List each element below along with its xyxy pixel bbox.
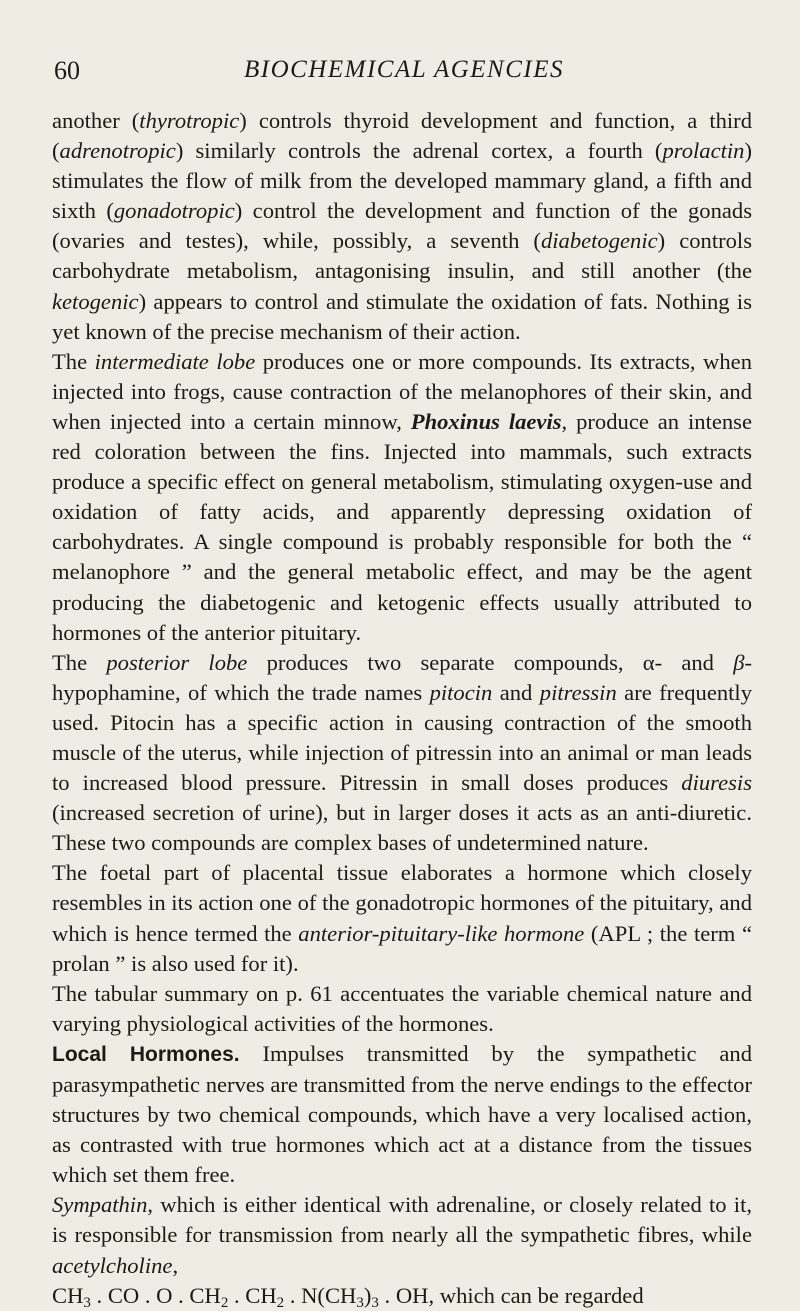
paragraph-sympathin: Sympathin, which is either identical with adrenaline, or closely related to it, is responsible for transmission from nearly all the sympathetic fibres, while acetylcholine, $CH_3$ . CO . O . $CH_2$ . $CH_2$ . $N(CH_3)_3$ . OH, which can be regarded — [52, 1192, 752, 1311]
acetylcholine-formula: $CH_3$ . CO . O . $CH_2$ . $CH_2$ . $N(CH_3)_3$ . OH, which can be regarded — [52, 1282, 644, 1311]
paragraph-posterior-lobe: The posterior lobe produces two separate compounds, α- and β-hypophamine, of which the trade names pitocin and pitressin are frequently used. Pitocin has a specific action in causing contraction of the smooth muscle of the uterus, while injection of pitressin into an animal or man leads to increased blood pressure. Pitressin in small doses produces diuresis (increased secretion of urine), but in larger doses it acts as an anti-diuretic. These two compounds are complex bases of undetermined nature. — [52, 649, 752, 856]
page-number: 60 — [54, 56, 80, 85]
page-header — [54, 56, 754, 96]
running-title: BIOCHEMICAL AGENCIES — [243, 56, 565, 83]
paragraph-intermediate-lobe: The intermediate lobe produces one or more compounds. Its extracts, when injected into frogs, cause contraction of the melanophores of their skin, and when injected into a certain minnow, Phoxinus laevis, produce an intense red coloration between the fins. Injected into mammals, such extracts produce a specific effect on general metabolism, stimulating oxygen-use and oxidation of fatty acids, and apparently depressing oxidation of carbohydrates. A single compound is probably responsible for both the “ melanophore ” and the general metabolic effect, and may be the agent producing the diabetogenic and ketogenic effects usually attributed to hormones of the anterior pituitary. — [52, 348, 753, 645]
paragraph-local-hormones: Local Hormones. Impulses transmitted by the sympathetic and parasympathetic nerves are transmitted from the nerve endings to the effector structures by two chemical compounds, which have a very localised action, as contrasted with true hormones which act at a distance from the tissues which set them free. — [52, 1040, 752, 1188]
paragraph-pituitary-hormones: another (thyrotropic) controls thyroid development and function, a third (adrenotropic) similarly controls the adrenal cortex, a fourth (prolactin) stimulates the flow of milk from the developed mammary gland, a fifth and sixth (gonadotropic) control the development and function of the gonads (ovaries and testes), while, possibly, a seventh (diabetogenic) controls carbohydrate metabolism, antagonising insulin, and still another (the ketogenic) appears to control and stimulate the oxidation of fats. Nothing is yet known of the precise mechanism of their action. — [52, 108, 753, 344]
paragraph-tabular-summary: The tabular summary on p. 61 accentuates the variable chemical nature and varying physiological activities of the hormones. — [52, 980, 752, 1036]
section-heading: Local Hormones. — [52, 1042, 240, 1066]
body-text — [52, 106, 752, 1311]
paragraph-placental-hormone: The foetal part of placental tissue elaborates a hormone which closely resembles in its action one of the gonadotropic hormones of the pituitary, and which is hence termed the anterior-pituitary-like hormone (APL ; the term “ prolan ” is also used for it). — [52, 860, 752, 976]
